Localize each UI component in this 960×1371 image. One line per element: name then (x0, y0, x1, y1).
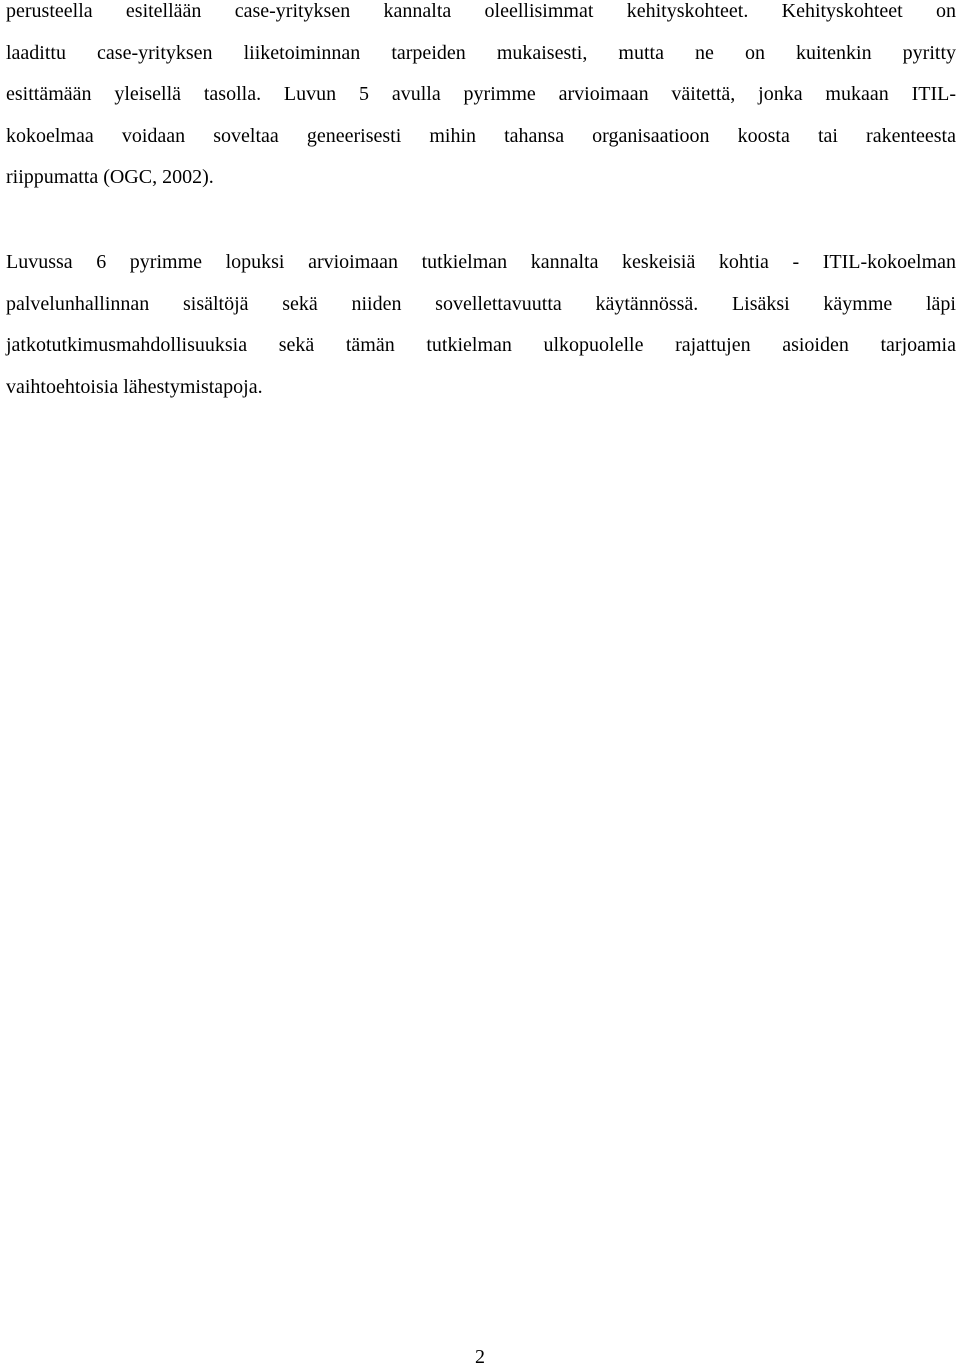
text-line: riippumatta (OGC, 2002). (6, 166, 214, 189)
text-line: Luvussa 6 pyrimme lopuksi arvioimaan tutkielman kannalta keskeisiä kohtia - ITIL-kokoelman (6, 251, 956, 273)
text-line: perusteella esitellään case-yrityksen kannalta oleellisimmat kehityskohteet. Kehityskohteet on (6, 0, 956, 22)
text-line: palvelunhallinnan sisältöjä sekä niiden sovellettavuutta käytännössä. Lisäksi käymme läpi (6, 292, 956, 315)
paragraph-chapter-6 (6, 248, 956, 414)
text-line: laadittu case-yrityksen liiketoiminnan tarpeiden mukaisesti, mutta ne on kuitenkin pyritty (6, 41, 956, 64)
text-line: vaihtoehtoisia lähestymistapoja. (6, 375, 263, 398)
text-line: kokoelmaa voidaan soveltaa geneerisesti mihin tahansa organisaatioon koosta tai rakenteesta (6, 124, 956, 147)
text-line: esittämään yleisellä tasolla. Luvun 5 avulla pyrimme arvioimaan väitettä, jonka mukaan ITIL- (6, 83, 956, 106)
page-number: 2 (475, 1346, 485, 1368)
paragraph-chapter-5 (6, 0, 956, 205)
text-line: jatkotutkimusmahdollisuuksia sekä tämän tutkielman ulkopuolelle rajattujen asioiden tarjoamia (6, 334, 956, 357)
